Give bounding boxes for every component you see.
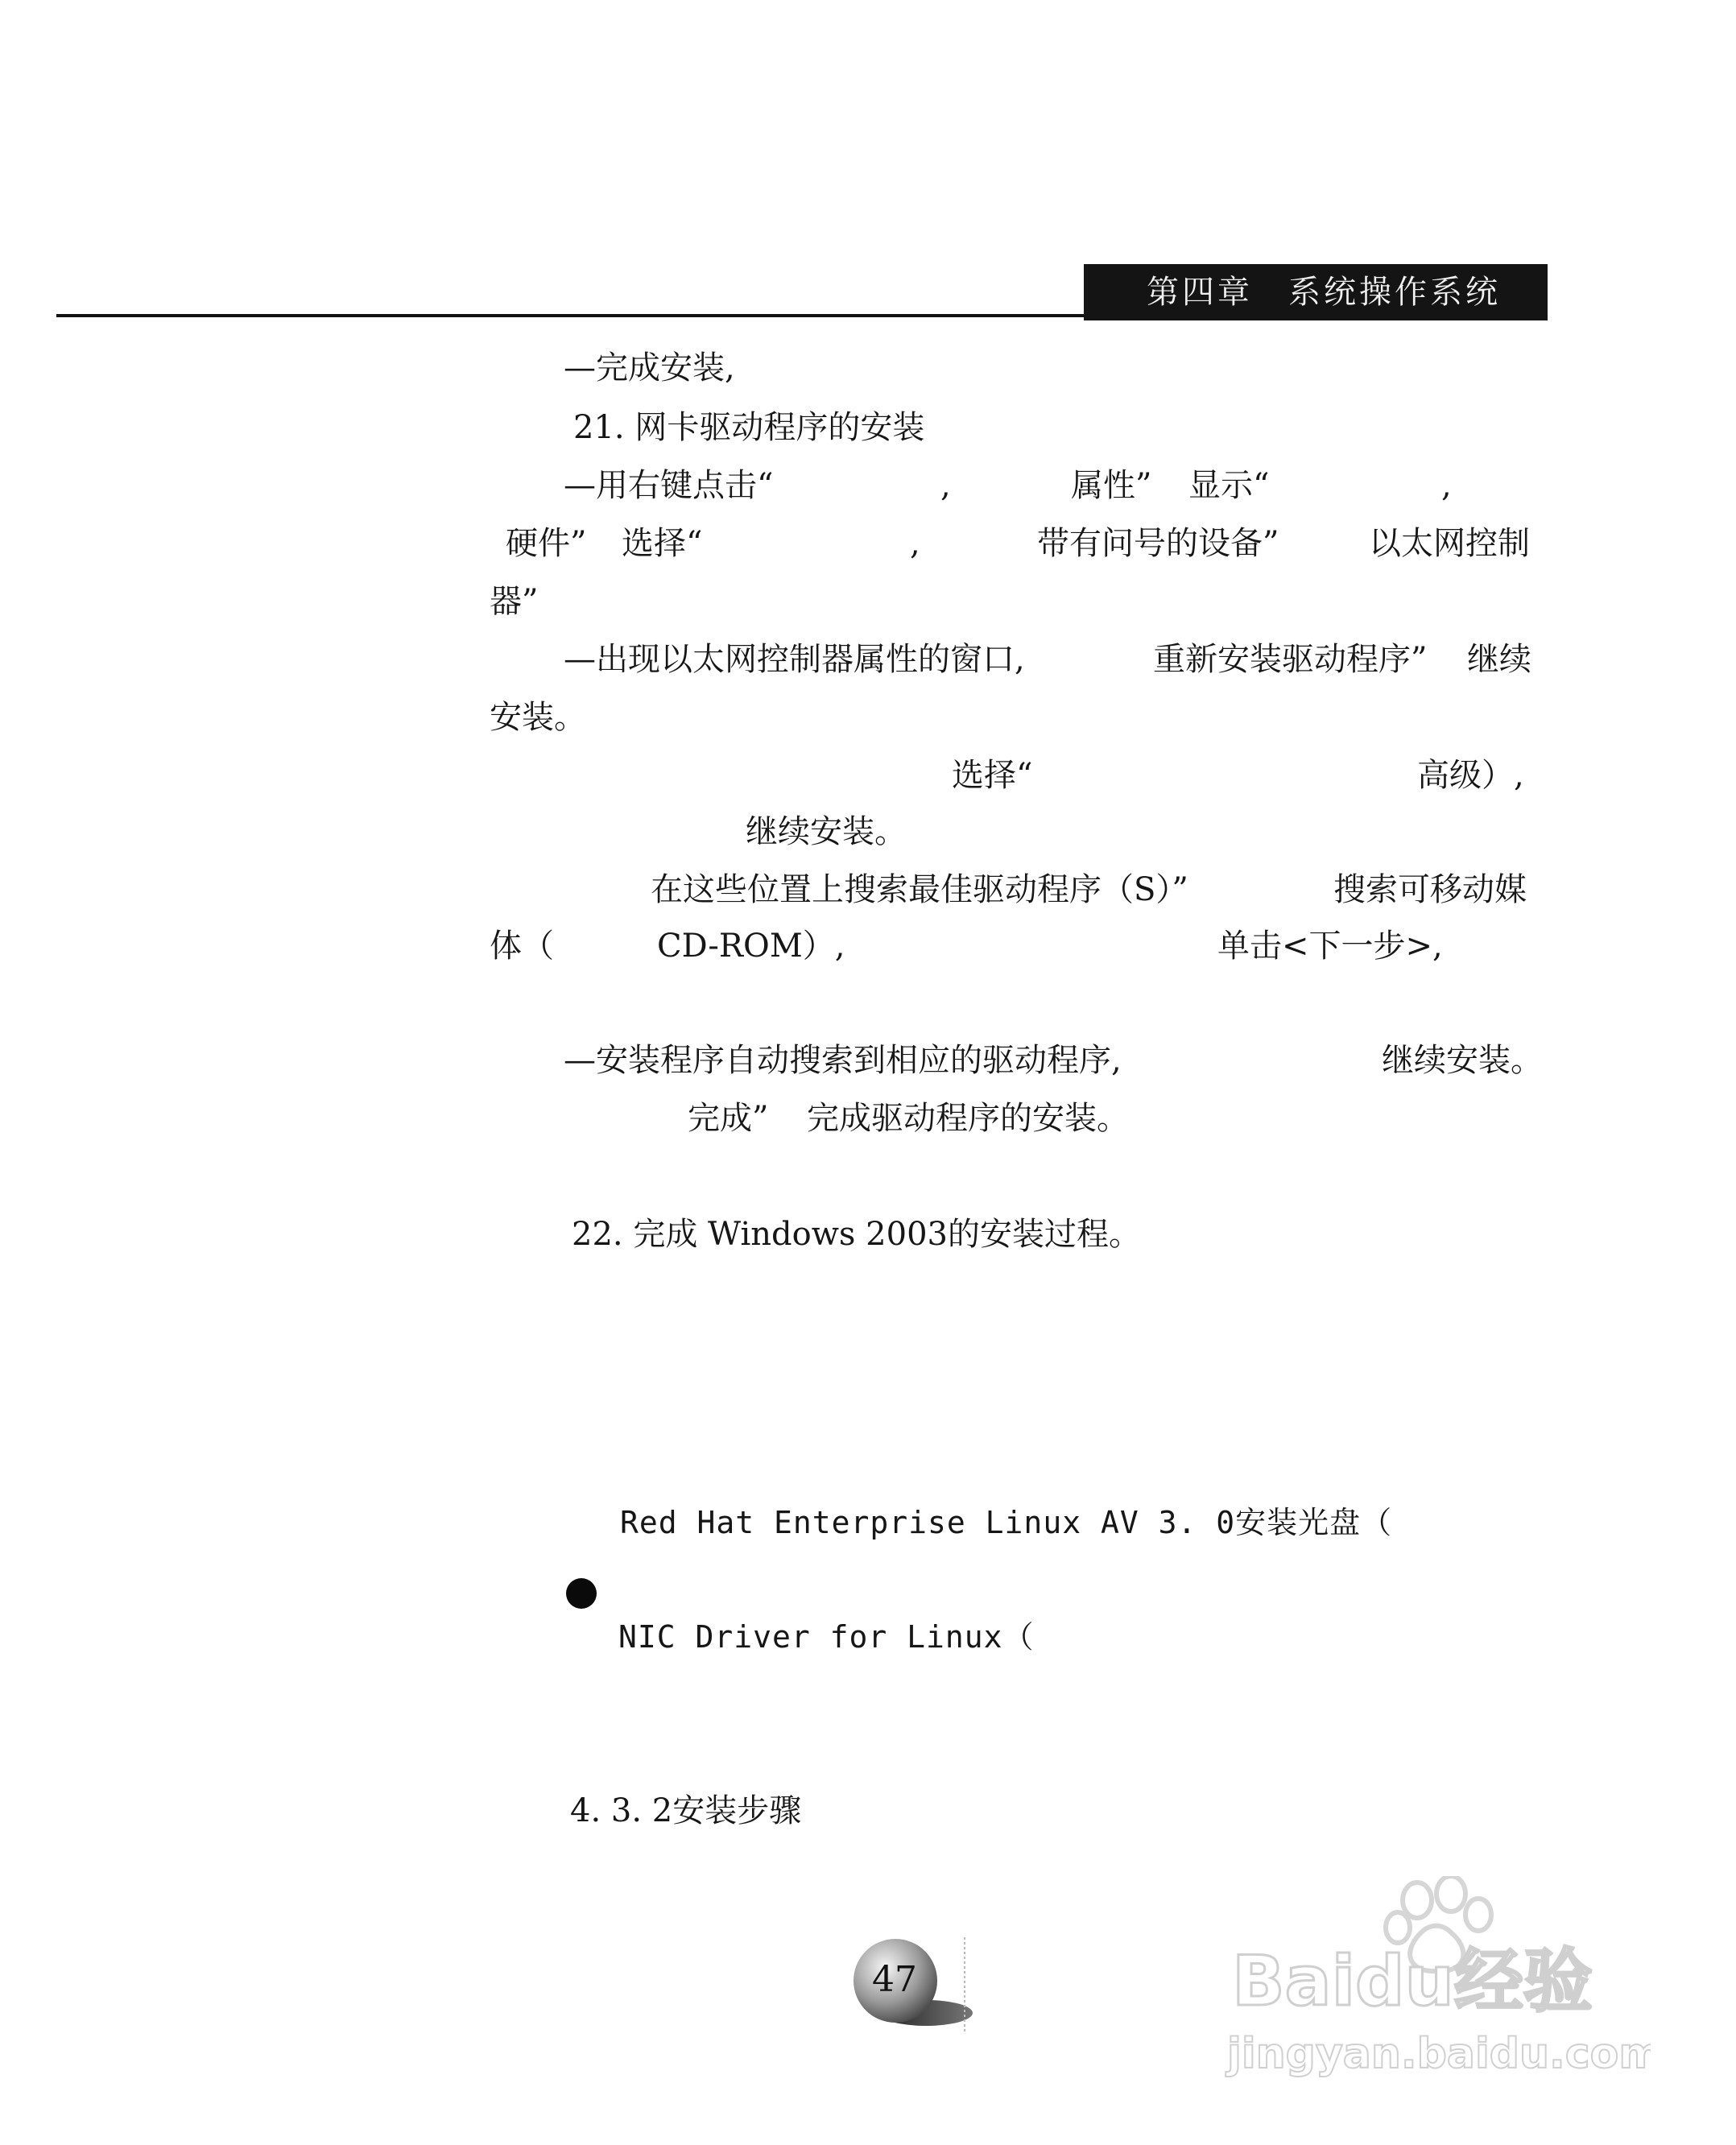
watermark-url: jingyan.baidu.com: [1227, 2030, 1651, 2078]
chapter-header: 第四章 系统操作系统: [1084, 264, 1548, 320]
step-22-text: 22. 完成 Windows 2003的安装过程。: [572, 1216, 1141, 1253]
page-number: 47: [872, 1959, 917, 2000]
section-21-title: 21. 网卡驱动程序的安装: [573, 409, 925, 446]
text-fragment: 继续安装。: [746, 813, 907, 850]
baidu-watermark: [1216, 1876, 1651, 2085]
text-fragment: 器”: [490, 583, 539, 620]
text-fragment: 单击<下一步>,: [1217, 928, 1443, 965]
text-fragment: 重新安装驱动程序”: [1153, 641, 1428, 678]
baidu-paw-icon: [1216, 1876, 1651, 2085]
text-fragment: 以太网控制: [1369, 525, 1530, 562]
text-fragment: 选择“: [622, 525, 703, 562]
watermark-brand: Baidu经验: [1232, 1941, 1593, 2022]
section-432-title: 4. 3. 2安装步骤: [570, 1792, 802, 1829]
header-rule: [56, 314, 1084, 317]
text-fragment: —安装程序自动搜索到相应的驱动程序,: [564, 1042, 1122, 1079]
text-fragment: —出现以太网控制器属性的窗口,: [564, 641, 1025, 678]
text-fragment: 显示“: [1188, 467, 1270, 504]
text-fragment: 完成驱动程序的安装。: [807, 1100, 1129, 1137]
text-fragment: 在这些位置上搜索最佳驱动程序（S）”: [651, 871, 1188, 908]
text-fragment: ,: [1441, 467, 1452, 504]
bullet-icon: [566, 1578, 597, 1609]
text-fragment: 完成”: [688, 1100, 769, 1137]
text-fragment: 带有问号的设备”: [1037, 525, 1279, 562]
text-fragment: 继续: [1467, 641, 1531, 678]
text-fragment: 体（: [490, 928, 554, 965]
text-fragment: 继续安装。: [1382, 1042, 1543, 1079]
redhat-disc-item: Red Hat Enterprise Linux AV 3. 0安装光盘（: [620, 1505, 1393, 1540]
text-fragment: CD-ROM）,: [657, 928, 845, 965]
text-fragment: ,: [940, 467, 951, 504]
line-complete-install: —完成安装,: [564, 349, 735, 386]
text-fragment: 选择“: [952, 757, 1033, 794]
text-fragment: —用右键点击“: [564, 467, 774, 504]
page-number-badge: [829, 1929, 974, 2042]
text-fragment: ,: [910, 525, 920, 562]
text-fragment: 硬件”: [506, 525, 587, 562]
text-fragment: 搜索可移动媒: [1333, 871, 1527, 908]
text-fragment: 属性”: [1071, 467, 1152, 504]
nic-driver-item: NIC Driver for Linux（: [618, 1619, 1035, 1655]
text-fragment: 高级）,: [1417, 757, 1524, 794]
text-fragment: 安装。: [490, 699, 586, 736]
